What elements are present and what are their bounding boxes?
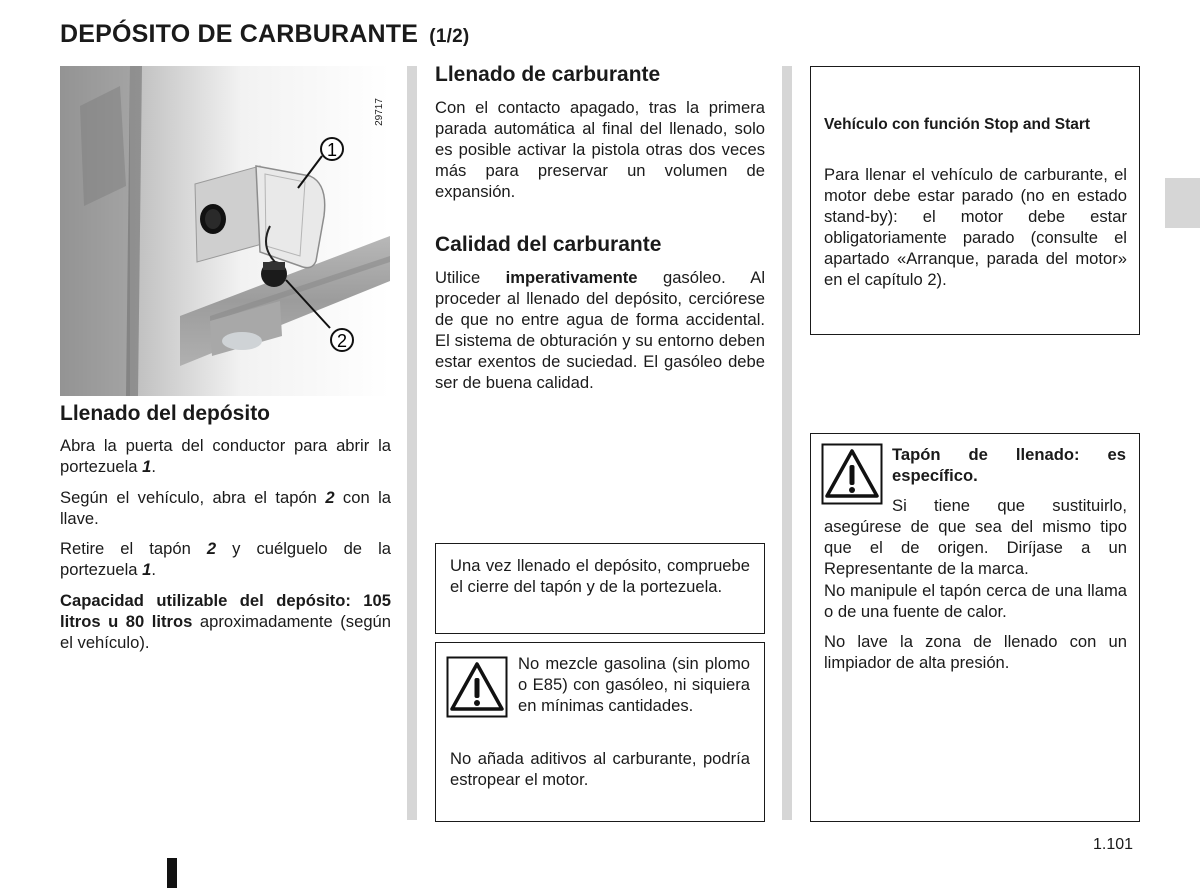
ref-1: 1 xyxy=(142,560,152,579)
page-title-text: DEPÓSITO DE CARBURANTE xyxy=(60,20,419,48)
no-petrol-warning-box xyxy=(435,642,765,822)
page-number: 1.101 xyxy=(1093,836,1134,853)
callout-2-label: 2 xyxy=(336,331,348,351)
heading-calidad-carburante: Calidad del carburante xyxy=(435,233,662,256)
paragraph-remove-cap: Retire el tapón 2 y cuélguelo de la portezuela 1. xyxy=(60,539,391,579)
ref-1: 1 xyxy=(142,457,152,476)
check-cap-note-text: Una vez llenado el depósito, compruebe el cierre del tapón y de la portezuela. xyxy=(450,556,750,596)
figure-ref-code: 29717 xyxy=(374,98,385,126)
column-divider-left xyxy=(407,66,417,820)
no-additives-warning-text: No añada aditivos al carburante, podría estropear el motor. xyxy=(450,749,750,789)
stop-start-text: Para llenar el vehículo de carburante, el motor debe estar parado (no en estado stand-by): el motor debe estar obligatoriamente parado (consulte el apartado «Arranque, parada del motor» en el capítulo 2). xyxy=(824,165,1127,289)
heading-llenado-deposito: Llenado del depósito xyxy=(60,402,271,425)
page-marker xyxy=(167,858,177,888)
stop-start-note-box xyxy=(810,66,1140,335)
capacity-bold: Capacidad utilizable del depósito: 105 litros u 80 litros xyxy=(60,591,391,631)
filler-cap-heading: Tapón de llenado: es específico. xyxy=(892,445,1126,485)
filler-cap-replace-text: Si tiene que sustituirlo, asegúrese de que sea del mismo tipo que el de origen. Diríjase a un Representante de la marca. xyxy=(824,496,1127,578)
paragraph-fuel-quality: Utilice imperativamente gasóleo. Al proceder al llenado del depósito, cerciórese de que no entre agua de forma accidental. El sistema de obturación y su entorno deben estar exentos de suciedad. El gasóleo debe ser de buena calidad. xyxy=(435,268,766,392)
imperativamente-bold: imperativamente xyxy=(505,268,638,287)
paragraph-open-cap: Según el vehículo, abra el tapón 2 con la llave. xyxy=(60,488,391,528)
paragraph-capacity: Capacidad utilizable del depósito: 105 litros u 80 litros aproximadamente (según el vehículo). xyxy=(60,591,392,652)
no-petrol-warning-text: No mezcle gasolina (sin plomo o E85) con gasóleo, ni siquiera en mínimas cantidades. xyxy=(518,654,750,715)
check-cap-note-box xyxy=(435,543,765,634)
column-divider-right xyxy=(782,66,792,820)
fuel-flap-figure xyxy=(60,66,390,396)
stop-start-heading: Vehículo con función Stop and Start xyxy=(824,116,1091,133)
page-title xyxy=(60,20,469,49)
filler-cap-flame-text: No manipule el tapón cerca de una llama o de una fuente de calor. xyxy=(824,581,1127,621)
ref-2: 2 xyxy=(325,488,335,507)
warning-triangle-icon xyxy=(446,656,508,718)
ref-2: 2 xyxy=(206,539,217,558)
page-title-suffix: (1/2) xyxy=(429,26,470,47)
fuel-flap-illustration xyxy=(60,66,390,396)
paragraph-open-flap: Abra la puerta del conductor para abrir la portezuela 1. xyxy=(60,436,391,476)
filler-cap-warning-box xyxy=(810,433,1140,822)
filler-cap-pressure-text: No lave la zona de llenado con un limpiador de alta presión. xyxy=(824,632,1127,672)
paragraph-fill-procedure: Con el contacto apagado, tras la primera parada automática al final del llenado, solo es posible activar la pistola otras dos veces más para preservar un volumen de expansión. xyxy=(435,98,765,201)
chapter-side-tab xyxy=(1165,178,1200,228)
callout-1-label: 1 xyxy=(326,140,338,160)
heading-llenado-carburante: Llenado de carburante xyxy=(435,63,661,86)
